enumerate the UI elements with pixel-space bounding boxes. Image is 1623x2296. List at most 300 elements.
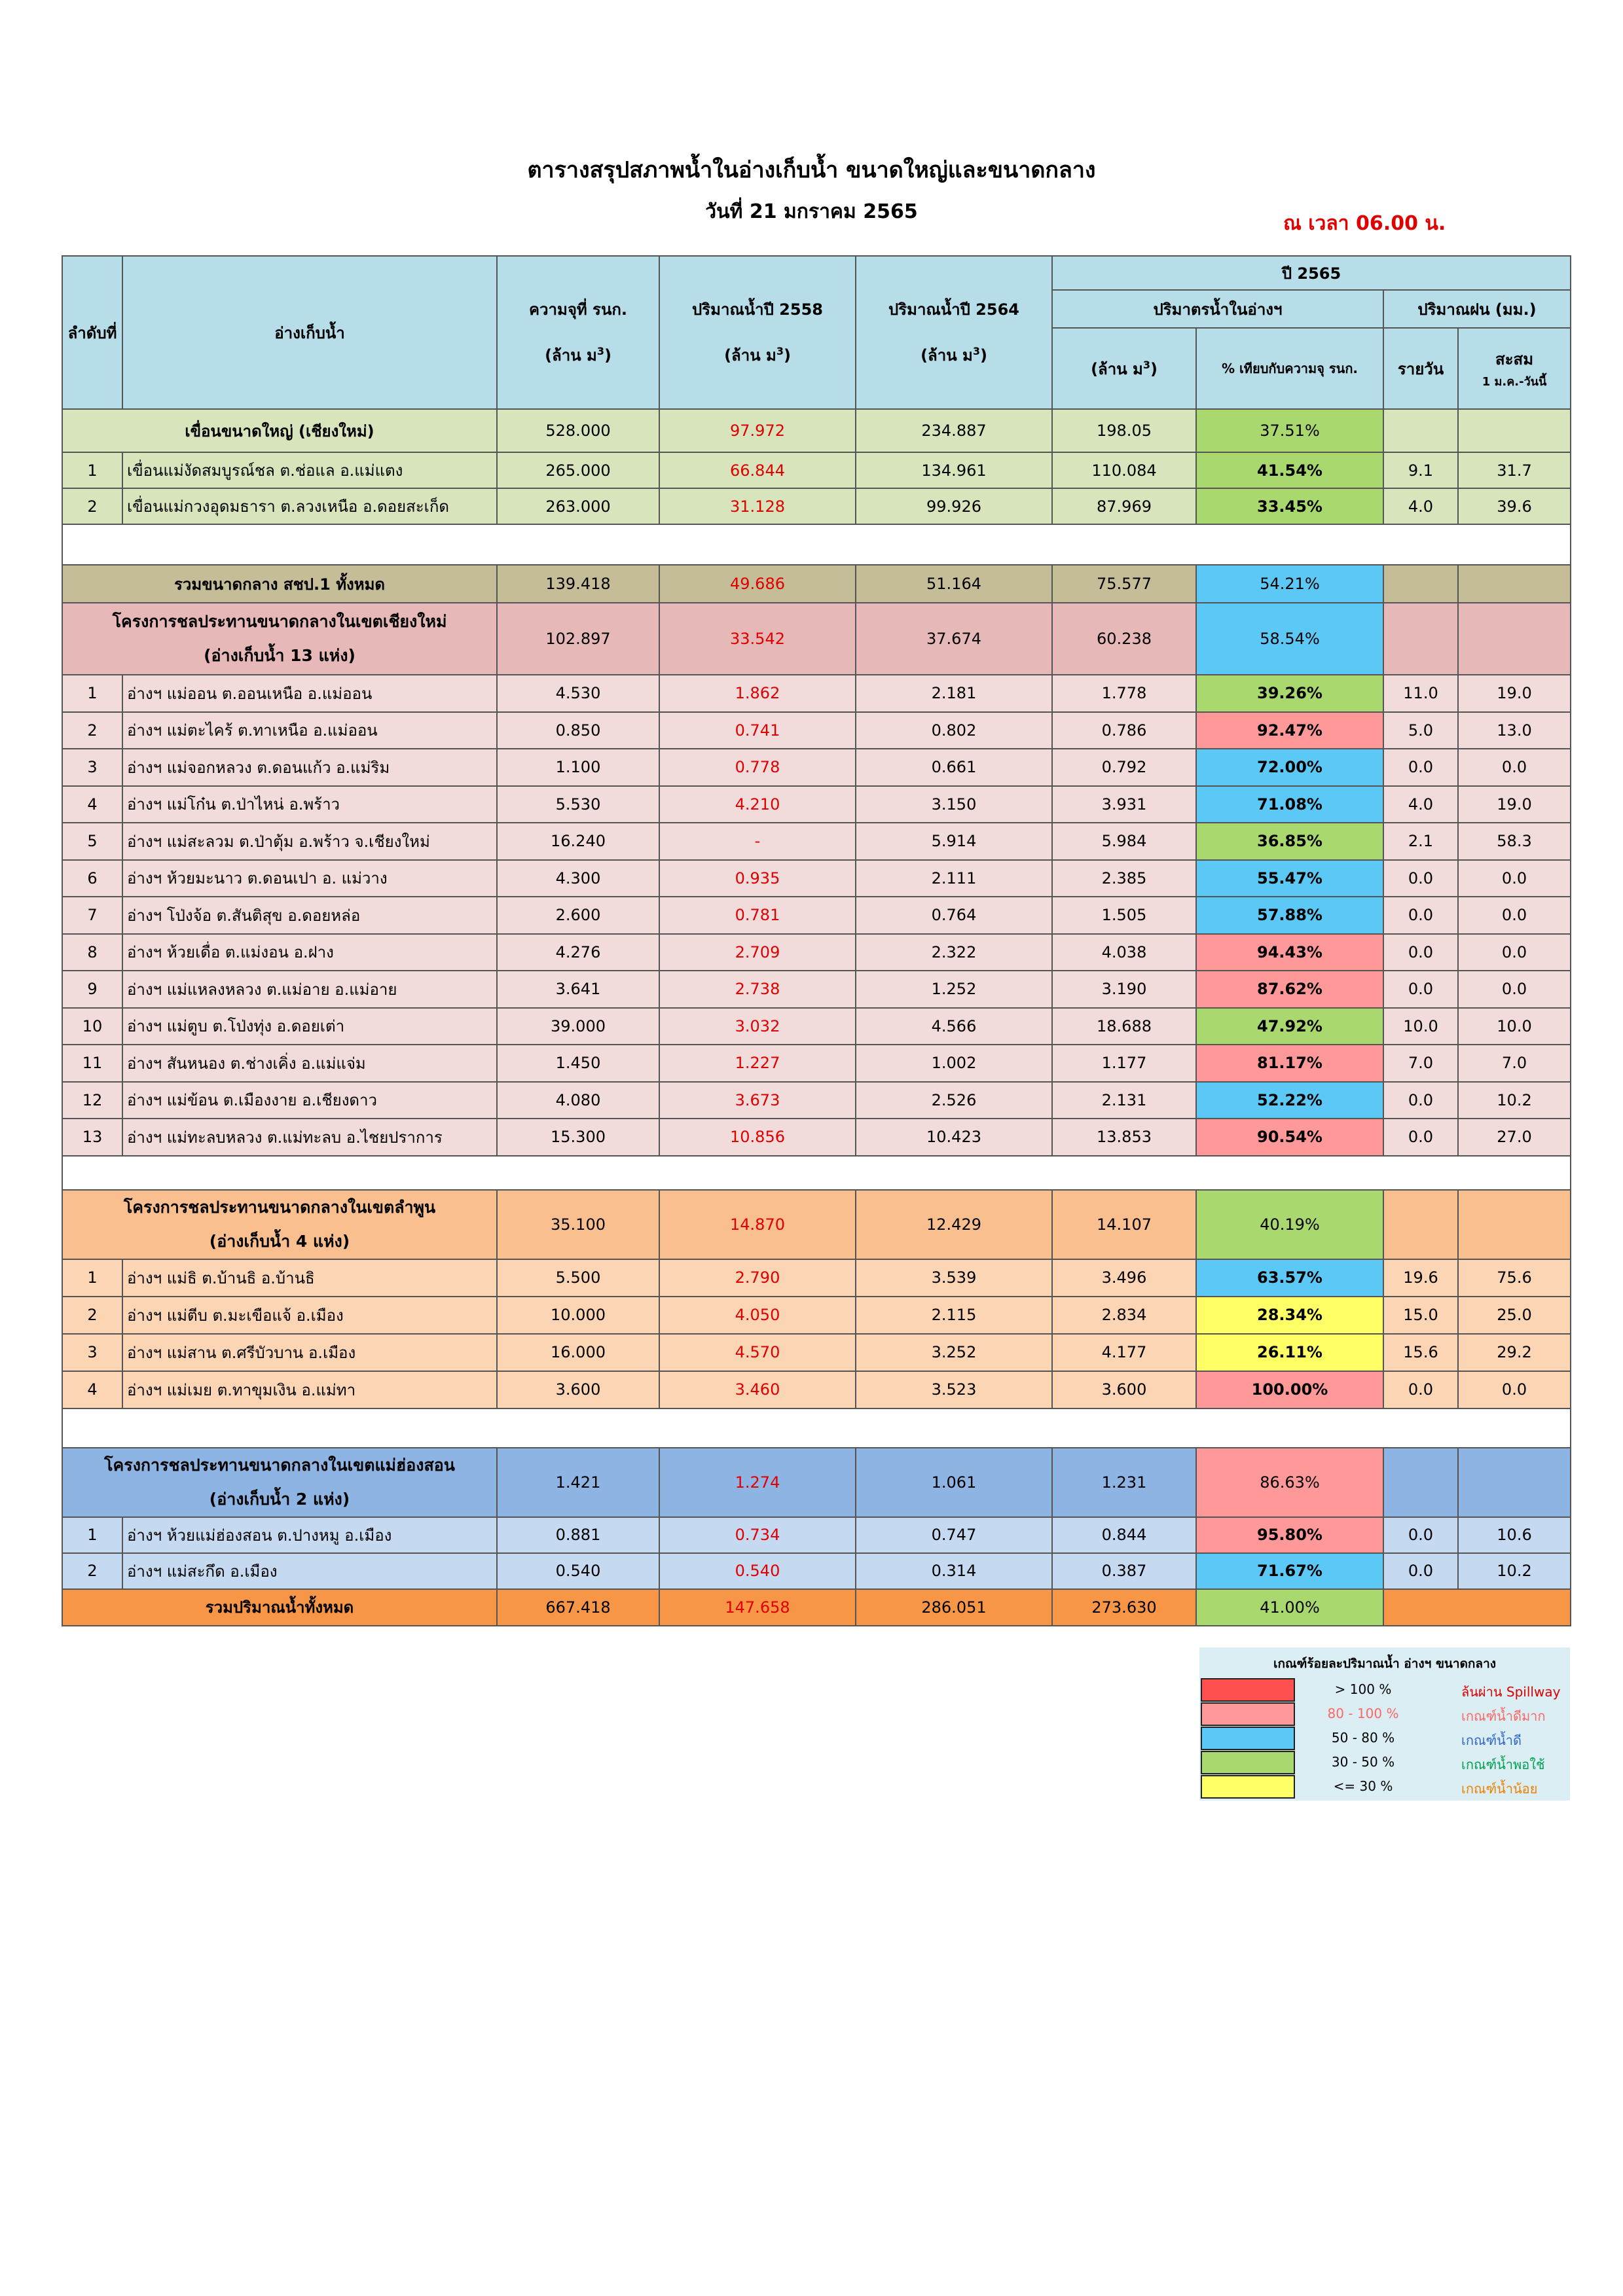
spacer-row [62,524,1571,565]
capacity-cell: 16.000 [497,1334,659,1371]
grand-percent: 41.00% [1196,1589,1383,1626]
table-row [62,452,1571,488]
percent-cell: 87.62% [1196,971,1383,1008]
cm-label-line2: (อ่างเก็บน้ำ 13 แห่ง) [204,646,356,665]
large-vol2564: 234.887 [856,409,1052,452]
page-title: ตารางสรุปสภาพน้ำในอ่างเก็บน้ำ ขนาดใหญ่และขนาดกลาง [527,157,1096,183]
vol2565-cell: 110.084 [1052,452,1196,488]
midtotal-accum-empty [1458,565,1571,603]
table-row [62,712,1571,749]
rain-daily-cell: 7.0 [1383,1045,1458,1082]
reservoir-name: อ่างฯ ห้วยเดื่อ ต.แม่งอน อ.ฝาง [122,934,497,971]
percent-cell: 39.26% [1196,675,1383,712]
row-no: 4 [62,786,122,823]
midtotal-vol2564: 51.164 [856,565,1052,603]
legend-swatch [1201,1702,1295,1726]
legend-swatch [1201,1727,1295,1750]
legend-item [1199,1702,1570,1725]
percent-cell: 72.00% [1196,749,1383,786]
reservoir-name: อ่างฯ แม่ออน ต.ออนเหนือ อ.แม่ออน [122,675,497,712]
rain-daily-cell: 0.0 [1383,749,1458,786]
capacity-cell: 0.881 [497,1517,659,1553]
vol2565-cell: 0.786 [1052,712,1196,749]
spacer-row [62,1408,1571,1448]
legend-description: เกณฑ์น้ำพอใช้ [1461,1757,1545,1772]
grand-vol2565: 273.630 [1052,1589,1196,1626]
vol2564-cell: 2.526 [856,1082,1052,1119]
row-no: 13 [62,1119,122,1156]
capacity-cell: 39.000 [497,1008,659,1045]
header-daily: รายวัน [1383,328,1458,409]
row-no: 5 [62,823,122,860]
reservoir-name: อ่างฯ แม่ตีบ ต.มะเขือแจ้ อ.เมือง [122,1297,497,1334]
cm-accum-empty [1458,603,1571,675]
reservoir-name: อ่างฯ ห้วยมะนาว ต.ดอนเปา อ. แม่วาง [122,860,497,897]
rain-daily-cell: 0.0 [1383,934,1458,971]
rain-daily-cell: 0.0 [1383,971,1458,1008]
cm-summary-row [62,603,1571,675]
mhs-label-line2: (อ่างเก็บน้ำ 2 แห่ง) [209,1489,350,1509]
reservoir-name: เขื่อนแม่กวงอุดมธารา ต.ลวงเหนือ อ.ดอยสะเก็ด [122,488,497,524]
rain-daily-cell: 0.0 [1383,1517,1458,1553]
rain-daily-cell: 0.0 [1383,1371,1458,1408]
rain-accum-cell: 25.0 [1458,1297,1571,1334]
legend-description: เกณฑ์น้ำน้อย [1461,1781,1538,1797]
header-rain: ปริมาณฝน (มม.) [1383,290,1571,328]
vol2558-cell: 1.862 [659,675,856,712]
table-row [62,1297,1571,1334]
cm-percent: 58.54% [1196,603,1383,675]
vol2565-cell: 3.931 [1052,786,1196,823]
vol2565-cell: 3.190 [1052,971,1196,1008]
midtotal-vol2565: 75.577 [1052,565,1196,603]
percent-cell: 41.54% [1196,452,1383,488]
row-no: 8 [62,934,122,971]
vol2564-cell: 0.314 [856,1553,1052,1589]
legend-item [1199,1726,1570,1749]
percent-cell: 71.08% [1196,786,1383,823]
reservoir-name: อ่างฯ ห้วยแม่ฮ่องสอน ต.ปางหมู อ.เมือง [122,1517,497,1553]
legend-swatch [1201,1751,1295,1774]
mhs-vol2564: 1.061 [856,1448,1052,1517]
rain-daily-cell: 0.0 [1383,1553,1458,1589]
report-time: ณ เวลา 06.00 น. [1283,212,1446,235]
vol2565-cell: 0.844 [1052,1517,1196,1553]
header-vol2558-label: ปริมาณน้ำปี 2558 [692,300,823,319]
vol2558-cell: 4.570 [659,1334,856,1371]
rain-daily-cell: 4.0 [1383,786,1458,823]
vol2564-cell: 10.423 [856,1119,1052,1156]
vol2565-cell: 0.387 [1052,1553,1196,1589]
cm-label-line1: โครงการชลประทานขนาดกลางในเขตเชียงใหม่ [112,612,447,631]
lp-summary-row [62,1190,1571,1259]
percent-cell: 81.17% [1196,1045,1383,1082]
reservoir-name: อ่างฯ แม่สะลวม ต.ป่าตุ้ม อ.พร้าว จ.เชียงใหม่ [122,823,497,860]
vol2565-cell: 87.969 [1052,488,1196,524]
percent-cell: 26.11% [1196,1334,1383,1371]
reservoir-name: อ่างฯ แม่แหลงหลวง ต.แม่อาย อ.แม่อาย [122,971,497,1008]
row-no: 1 [62,1259,122,1297]
rain-daily-cell: 4.0 [1383,488,1458,524]
header-no: ลำดับที่ [62,256,122,409]
row-no: 1 [62,675,122,712]
rain-daily-cell: 15.0 [1383,1297,1458,1334]
mhs-daily-empty [1383,1448,1458,1517]
vol2558-cell: 3.673 [659,1082,856,1119]
vol2564-cell: 0.661 [856,749,1052,786]
rain-daily-cell: 0.0 [1383,897,1458,934]
vol2564-cell: 0.802 [856,712,1052,749]
row-no: 1 [62,452,122,488]
vol2565-cell: 18.688 [1052,1008,1196,1045]
vol2564-cell: 4.566 [856,1008,1052,1045]
table-row [62,1517,1571,1553]
header-capacity-label: ความจุที่ รนก. [528,300,627,319]
reservoir-name: อ่างฯ แม่ตะไคร้ ต.ทาเหนือ อ.แม่ออน [122,712,497,749]
row-no: 10 [62,1008,122,1045]
vol2564-cell: 5.914 [856,823,1052,860]
table-row [62,1119,1571,1156]
header-capacity-unit: (ล้าน ม$^3$) [545,345,611,365]
mhs-vol2565: 1.231 [1052,1448,1196,1517]
rain-accum-cell: 0.0 [1458,749,1571,786]
percent-cell: 95.80% [1196,1517,1383,1553]
legend-title: เกณฑ์ร้อยละปริมาณน้ำ อ่างฯ ขนาดกลาง [1273,1657,1497,1671]
header-accum-sub: 1 ม.ค.-วันนี้ [1482,375,1547,389]
table-row [62,675,1571,712]
rain-daily-cell: 2.1 [1383,823,1458,860]
midtotal-label: รวมขนาดกลาง สชป.1 ทั้งหมด [62,565,497,603]
vol2565-cell: 5.984 [1052,823,1196,860]
reservoir-name: อ่างฯ แม่ทะลบหลวง ต.แม่ทะลบ อ.ไชยปราการ [122,1119,497,1156]
rain-daily-cell: 0.0 [1383,1119,1458,1156]
lp-vol2558: 14.870 [659,1190,856,1259]
vol2564-cell: 3.252 [856,1334,1052,1371]
cm-label [62,603,497,675]
vol2558-cell: 0.778 [659,749,856,786]
row-no: 3 [62,749,122,786]
cm-capacity: 102.897 [497,603,659,675]
vol2564-cell: 99.926 [856,488,1052,524]
mhs-accum-empty [1458,1448,1571,1517]
lp-accum-empty [1458,1190,1571,1259]
rain-accum-cell: 75.6 [1458,1259,1571,1297]
rain-daily-cell: 15.6 [1383,1334,1458,1371]
percent-cell: 28.34% [1196,1297,1383,1334]
capacity-cell: 16.240 [497,823,659,860]
capacity-cell: 1.450 [497,1045,659,1082]
table-row [62,786,1571,823]
legend [1199,1647,1570,1801]
rain-accum-cell: 29.2 [1458,1334,1571,1371]
capacity-cell: 10.000 [497,1297,659,1334]
reservoir-name: อ่างฯ โป่งจ้อ ต.สันติสุข อ.ดอยหล่อ [122,897,497,934]
lp-label-line1: โครงการชลประทานขนาดกลางในเขตลำพูน [123,1197,436,1217]
cm-vol2564: 37.674 [856,603,1052,675]
rain-accum-cell: 19.0 [1458,675,1571,712]
midtotal-summary-row [62,565,1571,603]
legend-description: เกณฑ์น้ำดีมาก [1461,1708,1546,1724]
vol2558-cell: 0.935 [659,860,856,897]
vol2558-cell: 0.734 [659,1517,856,1553]
legend-range: 50 - 80 % [1331,1730,1395,1746]
rain-accum-cell: 0.0 [1458,1371,1571,1408]
rain-daily-cell: 19.6 [1383,1259,1458,1297]
vol2565-cell: 13.853 [1052,1119,1196,1156]
legend-item [1199,1750,1570,1774]
lp-label [62,1190,497,1259]
mhs-capacity: 1.421 [497,1448,659,1517]
row-no: 2 [62,1553,122,1589]
large-vol2558: 97.972 [659,409,856,452]
capacity-cell: 5.500 [497,1259,659,1297]
capacity-cell: 4.530 [497,675,659,712]
row-no: 11 [62,1045,122,1082]
reservoir-table [62,255,1571,1626]
lp-capacity: 35.100 [497,1190,659,1259]
vol2564-cell: 2.111 [856,860,1052,897]
rain-accum-cell: 31.7 [1458,452,1571,488]
large-accum-empty [1458,409,1571,452]
report-date: วันที่ 21 มกราคม 2565 [705,200,918,223]
percent-cell: 52.22% [1196,1082,1383,1119]
row-no: 2 [62,712,122,749]
mhs-label-line1: โครงการชลประทานขนาดกลางในเขตแม่ฮ่องสอน [104,1455,455,1475]
header-vol2558 [659,256,856,409]
rain-accum-cell: 13.0 [1458,712,1571,749]
header-vol2564-label: ปริมาณน้ำปี 2564 [888,300,1019,319]
spacer-cell [62,524,1571,565]
header-vol2558-unit: (ล้าน ม$^3$) [724,345,791,365]
cm-vol2565: 60.238 [1052,603,1196,675]
header-storage: ปริมาตรน้ำในอ่างฯ [1052,290,1383,328]
row-no: 4 [62,1371,122,1408]
vol2558-cell: 66.844 [659,452,856,488]
vol2564-cell: 2.115 [856,1297,1052,1334]
rain-accum-cell: 10.2 [1458,1553,1571,1589]
vol2558-cell: 2.709 [659,934,856,971]
vol2558-cell: 0.540 [659,1553,856,1589]
grand-summary-row [62,1589,1571,1626]
row-no: 6 [62,860,122,897]
vol2565-cell: 2.385 [1052,860,1196,897]
reservoir-name: อ่างฯ สันหนอง ต.ช่างเคิ่ง อ.แม่แจ่ม [122,1045,497,1082]
vol2565-cell: 0.792 [1052,749,1196,786]
rain-accum-cell: 7.0 [1458,1045,1571,1082]
vol2558-cell: 4.210 [659,786,856,823]
capacity-cell: 1.100 [497,749,659,786]
midtotal-percent: 54.21% [1196,565,1383,603]
reservoir-name: อ่างฯ แม่โก๋น ต.ป่าไหน่ อ.พร้าว [122,786,497,823]
mhs-percent: 86.63% [1196,1448,1383,1517]
rain-accum-cell: 10.2 [1458,1082,1571,1119]
vol2558-cell: 1.227 [659,1045,856,1082]
vol2564-cell: 1.002 [856,1045,1052,1082]
vol2565-cell: 2.131 [1052,1082,1196,1119]
capacity-cell: 4.300 [497,860,659,897]
rain-daily-cell: 11.0 [1383,675,1458,712]
rain-accum-cell: 10.0 [1458,1008,1571,1045]
midtotal-daily-empty [1383,565,1458,603]
rain-accum-cell: 0.0 [1458,860,1571,897]
header-accum [1458,328,1571,409]
large-capacity: 528.000 [497,409,659,452]
lp-daily-empty [1383,1190,1458,1259]
rain-accum-cell: 0.0 [1458,897,1571,934]
reservoir-name: เขื่อนแม่งัดสมบูรณ์ชล ต.ช่อแล อ.แม่แตง [122,452,497,488]
capacity-cell: 265.000 [497,452,659,488]
large-label: เขื่อนขนาดใหญ่ (เชียงใหม่) [62,409,497,452]
row-no: 9 [62,971,122,1008]
rain-accum-cell: 0.0 [1458,971,1571,1008]
header-percent: % เทียบกับความจุ รนก. [1196,328,1383,409]
header-accum-label: สะสม [1495,350,1534,368]
table-row [62,860,1571,897]
vol2558-cell: - [659,823,856,860]
vol2565-cell: 2.834 [1052,1297,1196,1334]
vol2565-cell: 1.177 [1052,1045,1196,1082]
row-no: 1 [62,1517,122,1553]
vol2558-cell: 3.460 [659,1371,856,1408]
table-row [62,749,1571,786]
grand-vol2558: 147.658 [659,1589,856,1626]
capacity-cell: 3.641 [497,971,659,1008]
cm-daily-empty [1383,603,1458,675]
vol2558-cell: 3.032 [659,1008,856,1045]
capacity-cell: 0.540 [497,1553,659,1589]
vol2558-cell: 0.741 [659,712,856,749]
legend-range: <= 30 % [1333,1778,1393,1794]
table-row [62,971,1571,1008]
header-year-2565: ปี 2565 [1052,256,1571,290]
vol2564-cell: 3.523 [856,1371,1052,1408]
vol2564-cell: 1.252 [856,971,1052,1008]
large-daily-empty [1383,409,1458,452]
reservoir-name: อ่างฯ แม่ข้อน ต.เมืองงาย อ.เชียงดาว [122,1082,497,1119]
table-row [62,488,1571,524]
lp-vol2564: 12.429 [856,1190,1052,1259]
vol2565-cell: 3.600 [1052,1371,1196,1408]
percent-cell: 47.92% [1196,1008,1383,1045]
vol2565-cell: 1.505 [1052,897,1196,934]
vol2564-cell: 0.747 [856,1517,1052,1553]
vol2565-cell: 4.177 [1052,1334,1196,1371]
capacity-cell: 15.300 [497,1119,659,1156]
legend-description: เกณฑ์น้ำดี [1461,1732,1522,1748]
rain-accum-cell: 0.0 [1458,934,1571,971]
spacer-cell [62,1408,1571,1448]
percent-cell: 90.54% [1196,1119,1383,1156]
rain-daily-cell: 0.0 [1383,1082,1458,1119]
row-no: 2 [62,1297,122,1334]
capacity-cell: 5.530 [497,786,659,823]
reservoir-name: อ่างฯ แม่สะกึด อ.เมือง [122,1553,497,1589]
table-row [62,823,1571,860]
percent-cell: 92.47% [1196,712,1383,749]
capacity-cell: 0.850 [497,712,659,749]
lp-vol2565: 14.107 [1052,1190,1196,1259]
header-capacity [497,256,659,409]
percent-cell: 63.57% [1196,1259,1383,1297]
table-row [62,1082,1571,1119]
vol2564-cell: 2.322 [856,934,1052,971]
reservoir-name: อ่างฯ แม่ตูบ ต.โป่งทุ่ง อ.ดอยเต่า [122,1008,497,1045]
rain-accum-cell: 27.0 [1458,1119,1571,1156]
lp-percent: 40.19% [1196,1190,1383,1259]
grand-capacity: 667.418 [497,1589,659,1626]
capacity-cell: 4.276 [497,934,659,971]
large-percent: 37.51% [1196,409,1383,452]
rain-daily-cell: 10.0 [1383,1008,1458,1045]
lp-label-line2: (อ่างเก็บน้ำ 4 แห่ง) [209,1231,350,1251]
rain-accum-cell: 10.6 [1458,1517,1571,1553]
row-no: 12 [62,1082,122,1119]
rain-daily-cell: 5.0 [1383,712,1458,749]
table-row [62,1371,1571,1408]
vol2564-cell: 0.764 [856,897,1052,934]
vol2565-cell: 3.496 [1052,1259,1196,1297]
header-2565-unit: (ล้าน ม$^3$) [1052,328,1196,409]
row-no: 3 [62,1334,122,1371]
table-row [62,1553,1571,1589]
percent-cell: 36.85% [1196,823,1383,860]
vol2558-cell: 4.050 [659,1297,856,1334]
vol2558-cell: 10.856 [659,1119,856,1156]
cm-vol2558: 33.542 [659,603,856,675]
vol2564-cell: 134.961 [856,452,1052,488]
legend-description: ล้นผ่าน Spillway [1461,1684,1561,1700]
vol2558-cell: 2.738 [659,971,856,1008]
table-row [62,1259,1571,1297]
percent-cell: 71.67% [1196,1553,1383,1589]
header-vol2564-unit: (ล้าน ม$^3$) [921,345,987,365]
rain-daily-cell: 9.1 [1383,452,1458,488]
large-vol2565: 198.05 [1052,409,1196,452]
capacity-cell: 263.000 [497,488,659,524]
row-no: 2 [62,488,122,524]
row-no: 7 [62,897,122,934]
rain-accum-cell: 19.0 [1458,786,1571,823]
table-row [62,897,1571,934]
legend-range: 30 - 50 % [1331,1754,1395,1770]
capacity-cell: 3.600 [497,1371,659,1408]
grand-vol2564: 286.051 [856,1589,1052,1626]
rain-accum-cell: 39.6 [1458,488,1571,524]
percent-cell: 55.47% [1196,860,1383,897]
vol2565-cell: 4.038 [1052,934,1196,971]
table-row [62,1334,1571,1371]
grand-label: รวมปริมาณน้ำทั้งหมด [62,1589,497,1626]
percent-cell: 57.88% [1196,897,1383,934]
grand-rain-empty [1383,1589,1571,1626]
vol2564-cell: 3.539 [856,1259,1052,1297]
reservoir-name: อ่างฯ แม่สาน ต.ศรีบัวบาน อ.เมือง [122,1334,497,1371]
table-row [62,934,1571,971]
legend-range: 80 - 100 % [1327,1706,1399,1721]
table-row [62,1045,1571,1082]
legend-swatch [1201,1678,1295,1702]
spacer-row [62,1156,1571,1190]
large-summary-row [62,409,1571,452]
mhs-summary-row [62,1448,1571,1517]
vol2564-cell: 3.150 [856,786,1052,823]
header-reservoir: อ่างเก็บน้ำ [122,256,497,409]
mhs-label [62,1448,497,1517]
header-vol2564 [856,256,1052,409]
vol2558-cell: 31.128 [659,488,856,524]
reservoir-name: อ่างฯ แม่ธิ ต.บ้านธิ อ.บ้านธิ [122,1259,497,1297]
vol2564-cell: 2.181 [856,675,1052,712]
